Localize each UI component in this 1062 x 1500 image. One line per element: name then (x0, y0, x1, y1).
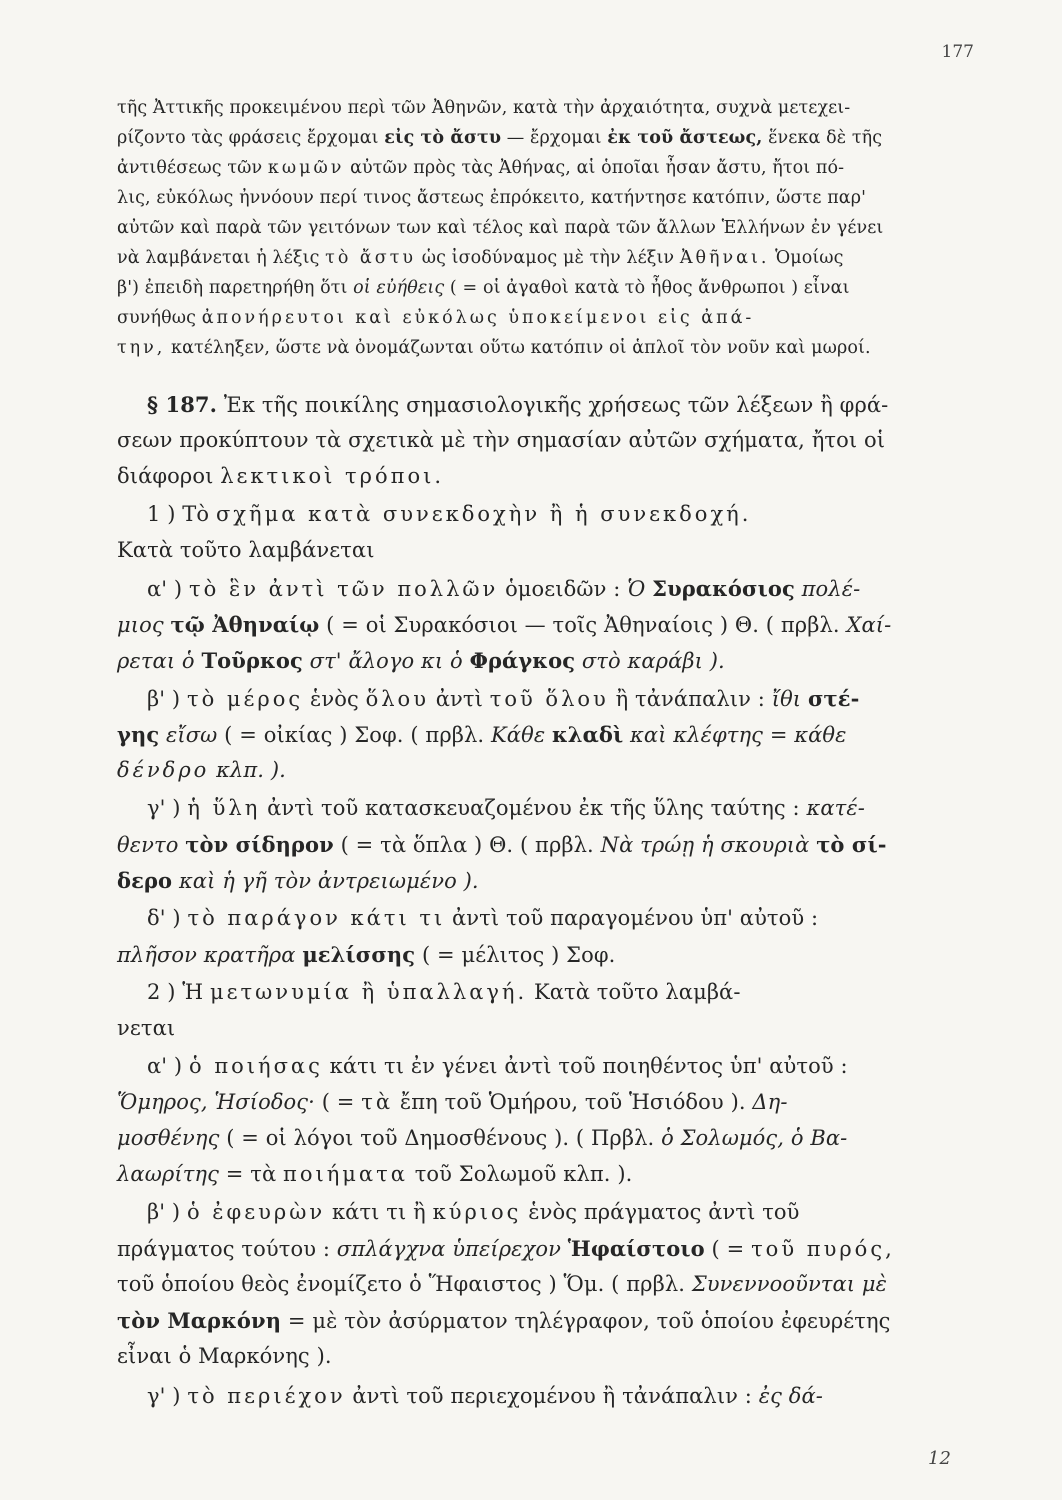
text-line: γης εἴσω ( = οἰκίας ) Σοφ. ( πρβλ. Κάθε κλαδὶ καὶ κλέφτης = κάθε (117, 722, 847, 747)
text-line: πλῆσον κρατῆρα μελίσσης ( = μέλιτος ) Σοφ. (117, 942, 616, 967)
text-line: πράγματος τούτου : σπλάγχνα ὑπείρεχον Ἡφαίστοιο ( = τοῦ πυρός, (117, 1236, 895, 1261)
text-line: λαωρίτης = τὰ ποιήματα τοῦ Σολωμοῦ κλπ. ). (117, 1162, 633, 1186)
text-line: μιος τῷ Ἀθηναίῳ ( = οἱ Συρακόσιοι — τοῖς Ἀθηναίοις ) Θ. ( πρβλ. Χαί- (117, 612, 892, 637)
text-line: α' ) ὁ ποιήσας κάτι τι ἐν γένει ἀντὶ τοῦ ποιηθέντος ὑπ' αὐτοῦ : (147, 1054, 848, 1078)
text-line: εἶναι ὁ Μαρκόνης ). (117, 1344, 332, 1368)
text-line: α' ) τὸ ἓν ἀντὶ τῶν πολλῶν ὁμοειδῶν : Ὁ Συρακόσιος πολέ- (147, 576, 861, 601)
text-line: β') ἐπειδὴ παρετηρήθη ὅτι οἱ εὐήθεις ( = οἱ ἀγαθοὶ κατὰ τὸ ἦθος ἄνθρωποι ) εἶναι (117, 278, 850, 298)
text-line: τῆς Ἀττικῆς προκειμένου περὶ τῶν Ἀθηνῶν, κατὰ τὴν ἀρχαιότητα, συχνὰ μετεχει- (117, 98, 851, 118)
text-line: νεται (117, 1016, 176, 1040)
text-line: γ' ) ἡ ὕλη ἀντὶ τοῦ κατασκευαζομένου ἐκ τῆς ὕλης ταύτης : κατέ- (147, 796, 865, 820)
text-line: Ὅμηρος, Ἡσίοδος· ( = τὰ ἔπη τοῦ Ὁμήρου, τοῦ Ἡσιόδου ). Δη- (117, 1090, 788, 1114)
text-line: δένδρο κλπ. ). (117, 758, 286, 782)
text-line: συνήθως ἀπονήρευτοι καὶ εὐκόλως ὑποκείμενοι εἰς ἀπά- (117, 308, 755, 328)
text-line: αὐτῶν καὶ παρὰ τῶν γειτόνων των καὶ τέλος καὶ παρὰ τῶν ἄλλων Ἑλλήνων ἐν γένει (117, 218, 884, 238)
text-line: Κατὰ τοῦτο λαμβάνεται (117, 538, 375, 562)
text-line: 2 ) Ἡ μετωνυμία ἢ ὑπαλλαγή. Κατὰ τοῦτο λαμβά- (147, 980, 741, 1004)
text-line: ἀντιθέσεως τῶν κωμῶν αὐτῶν πρὸς τὰς Ἀθήνας, αἱ ὁποῖαι ἦσαν ἄστυ, ἤτοι πό- (117, 158, 845, 178)
text-line: γ' ) τὸ περιέχον ἀντὶ τοῦ περιεχομένου ἢ τἀνάπαλιν : ἐς δά- (147, 1384, 823, 1408)
text-line: θεντο τὸν σίδηρον ( = τὰ ὅπλα ) Θ. ( πρβλ. Νὰ τρώῃ ἡ σκουριὰ τὸ σί- (117, 832, 887, 857)
section-heading: § 187. Ἐκ τῆς ποικίλης σημασιολογικῆς χρήσεως τῶν λέξεων ἢ φρά- (147, 392, 889, 417)
text-line: ρίζοντο τὰς φράσεις ἔρχομαι εἰς τὸ ἄστυ — ἔρχομαι ἐκ τοῦ ἄστεως, ἕνεκα δὲ τῆς (117, 128, 883, 148)
text-line: 1 ) Τὸ σχῆμα κατὰ συνεκδοχὴν ἢ ἡ συνεκδοχή. (147, 502, 752, 526)
text-line: σεων προκύπτουν τὰ σχετικὰ μὲ τὴν σημασίαν αὐτῶν σχήματα, ἤτοι οἱ (117, 428, 886, 452)
page-number: 177 (941, 42, 974, 62)
text-line: λις, εὐκόλως ἠννόουν περί τινος ἄστεως ἐπρόκειτο, κατήντησε κατόπιν, ὥστε παρ' (117, 188, 867, 208)
text-line: β' ) ὁ ἐφευρὼν κάτι τι ἢ κύριος ἑνὸς πράγματος ἀντὶ τοῦ (147, 1200, 800, 1224)
text-line: την, κατέληξεν, ὥστε νὰ ὀνομάζωνται οὕτω κατόπιν οἱ ἁπλοῖ τὸν νοῦν καὶ μωροί. (117, 338, 871, 358)
text-line: ρεται ὁ Τοῦρκος στ' ἄλογο κι ὁ Φράγκος στὸ καράβι ). (117, 648, 725, 673)
signature-mark: 12 (928, 1448, 951, 1469)
text-line: τὸν Μαρκόνη = μὲ τὸν ἀσύρματον τηλέγραφον, τοῦ ὁποίου ἐφευρέτης (117, 1308, 891, 1333)
text-line: νὰ λαμβάνεται ἡ λέξις τὸ ἄστυ ὡς ἰσοδύναμος μὲ τὴν λέξιν Ἀθῆναι. Ὁμοίως (117, 248, 844, 268)
text-line: μοσθένης ( = οἱ λόγοι τοῦ Δημοσθένους ). ( Πρβλ. ὁ Σολωμός, ὁ Βα- (117, 1126, 848, 1150)
text-line: διάφοροι λεκτικοὶ τρόποι. (117, 464, 445, 488)
text-line: δερο καὶ ἡ γῆ τὸν ἀντρειωμένο ). (117, 868, 479, 893)
text-line: τοῦ ὁποίου θεὸς ἐνομίζετο ὁ Ἥφαιστος ) Ὅμ. ( πρβλ. Συνεννοοῦνται μὲ (117, 1272, 888, 1296)
text-line: β' ) τὸ μέρος ἑνὸς ὅλου ἀντὶ τοῦ ὅλου ἢ τἀνάπαλιν : ἴθι στέ- (147, 686, 860, 711)
text-line: δ' ) τὸ παράγον κάτι τι ἀντὶ τοῦ παραγομένου ὑπ' αὐτοῦ : (147, 906, 819, 930)
